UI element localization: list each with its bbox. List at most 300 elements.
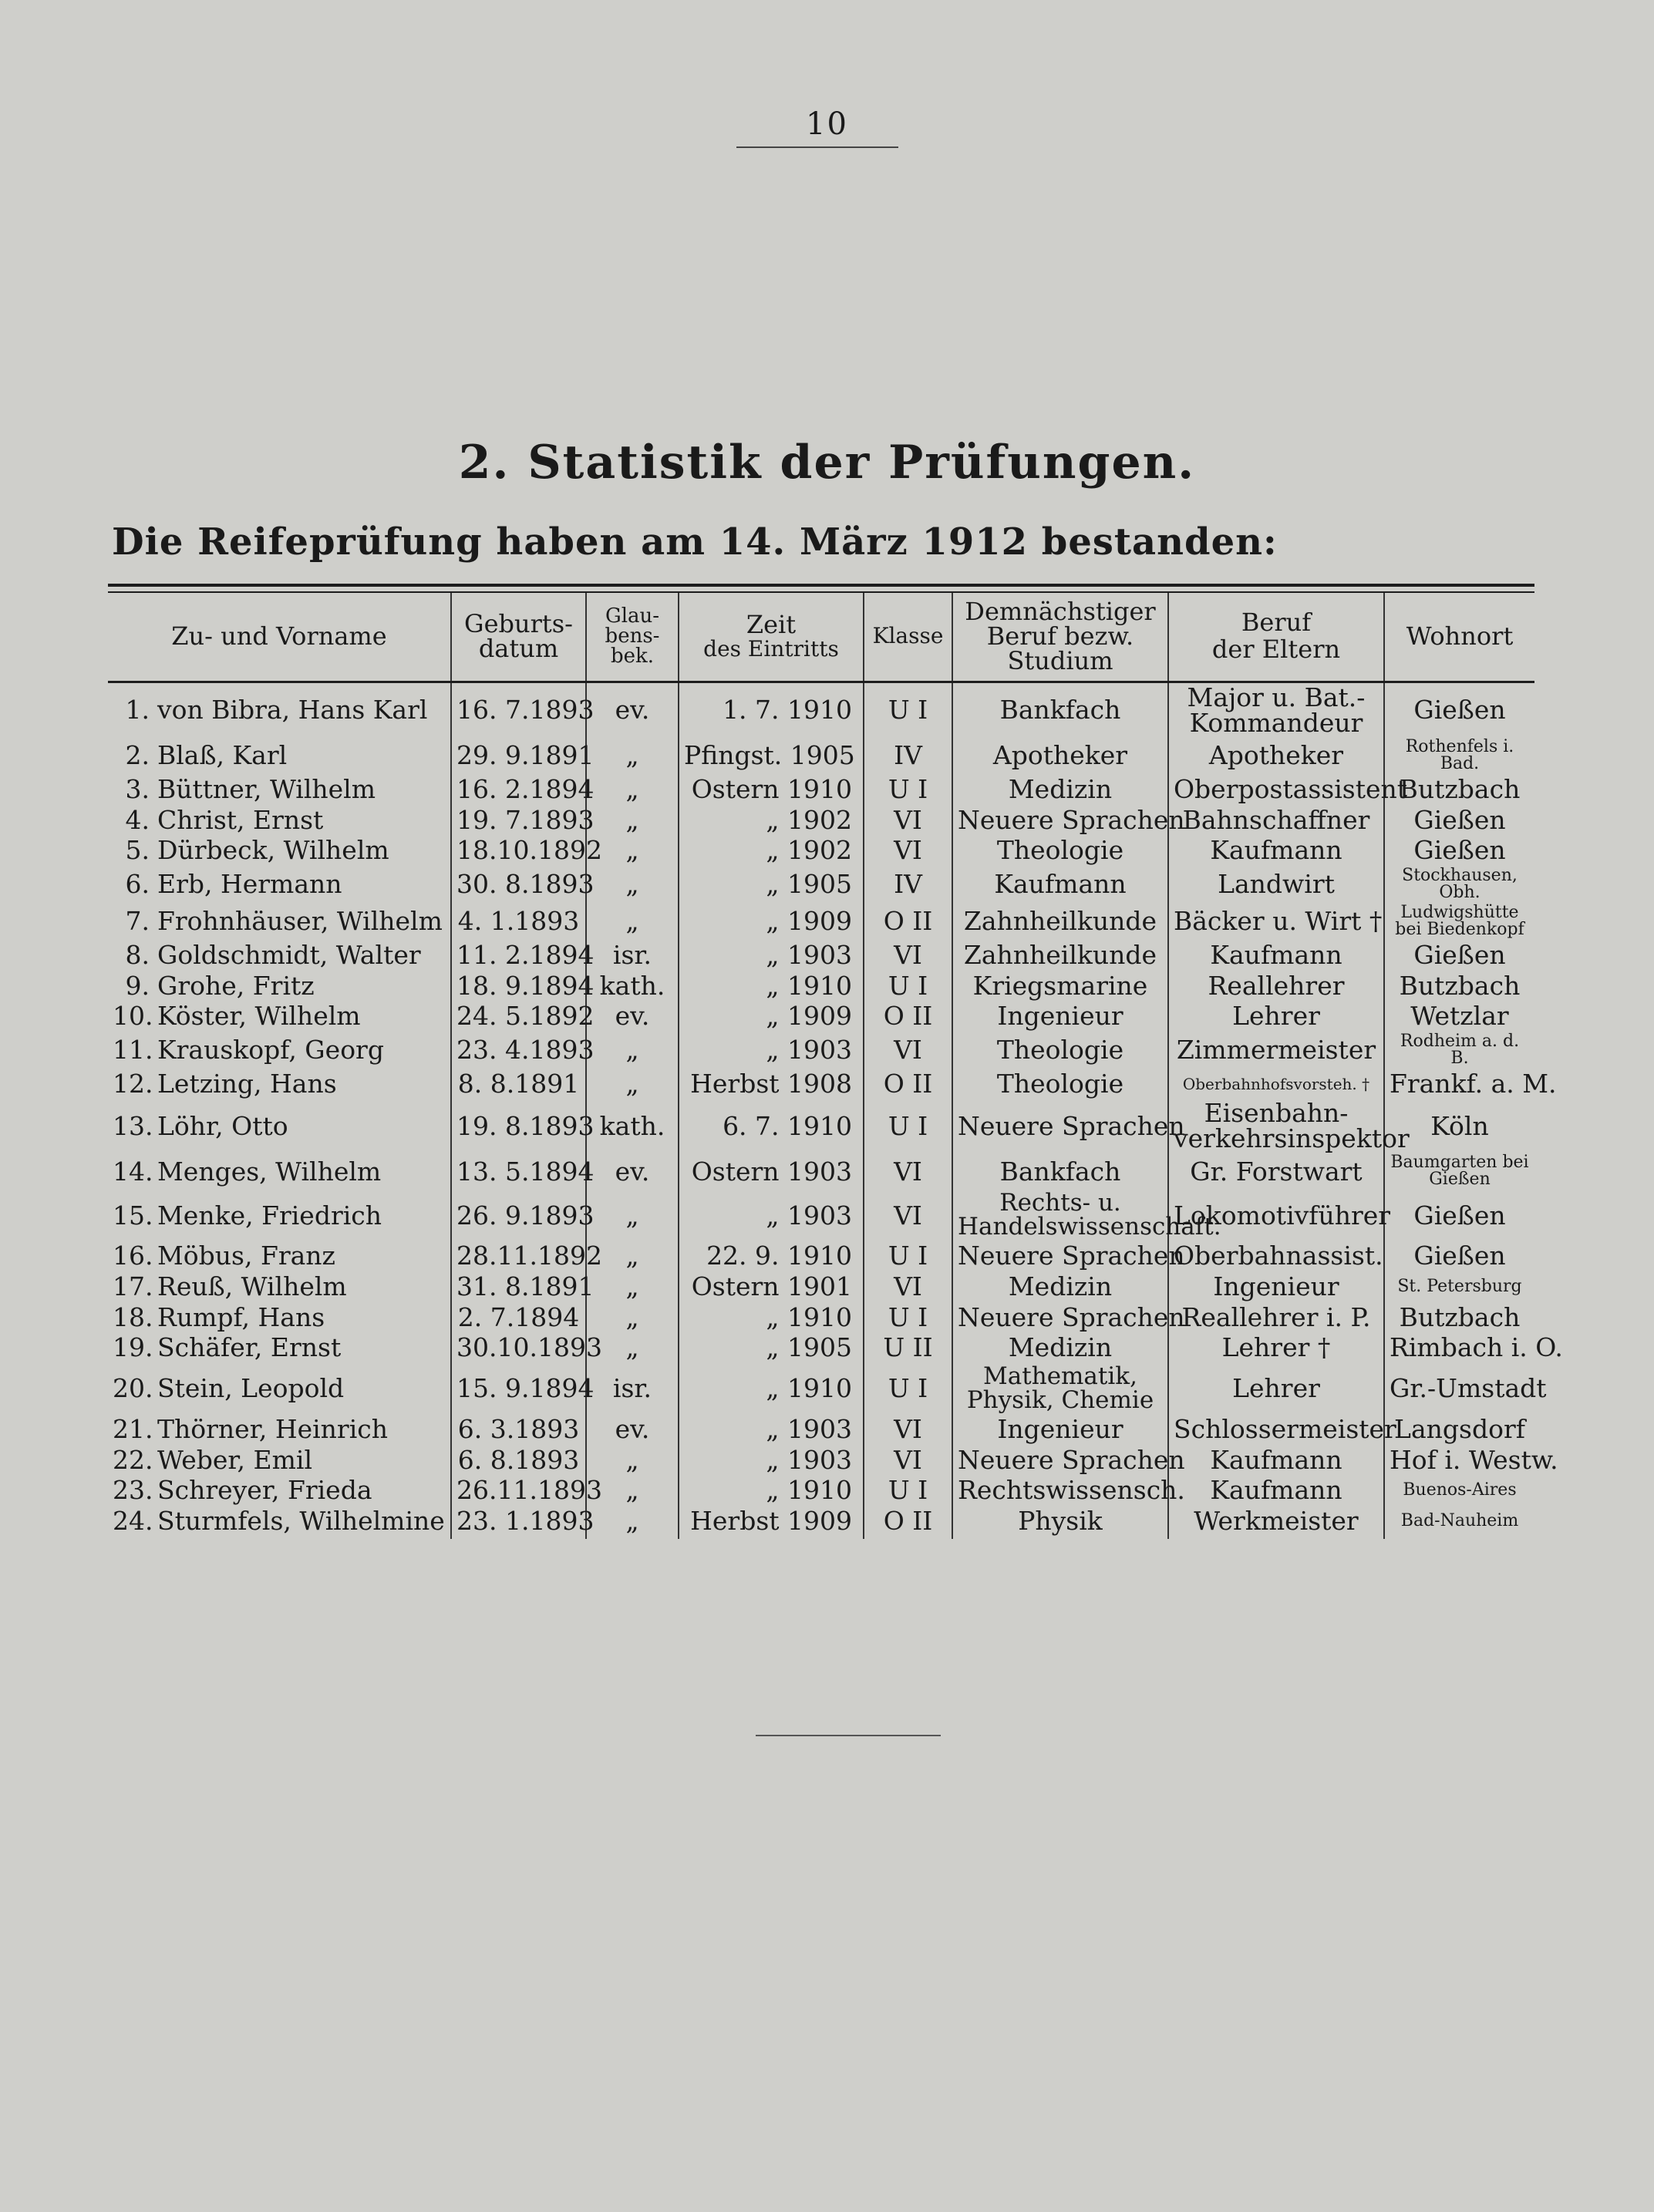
parent-residence-cell [1384, 1302, 1534, 1333]
entry-class: U I [888, 1475, 928, 1506]
birth-date-cell [451, 1032, 595, 1069]
parent-residence: Butzbach [1399, 774, 1521, 804]
header-parent-job [1168, 593, 1384, 682]
parent-occupation-cell [1168, 1302, 1384, 1333]
parent-residence: Stockhausen, Obh. [1402, 865, 1518, 902]
exam-table-wrapper [108, 584, 1563, 1539]
religion: „ [625, 906, 639, 937]
future-career: Medizin [1008, 1332, 1113, 1363]
entry-class: U I [888, 695, 928, 726]
footer-rule [756, 1735, 941, 1736]
birth-date-cell [451, 1190, 595, 1241]
parent-residence: Butzbach [1399, 1301, 1521, 1332]
student-name: Reuß, Wilhelm [157, 1271, 347, 1301]
future-career: Neuere Sprachen [958, 1301, 1185, 1332]
future-career: Kaufmann [994, 869, 1127, 900]
entry-time-cell [679, 1069, 864, 1099]
row-number: 6. [125, 869, 150, 900]
student-name: Goldschmidt, Walter [157, 939, 421, 970]
entry-time: Pfingst. 1905 [684, 740, 855, 771]
religion: „ [625, 1034, 639, 1065]
religion-cell [586, 682, 679, 738]
future-career: Theologie [996, 835, 1124, 866]
parent-occupation-cell [1168, 1332, 1384, 1363]
birth-date: 15. 9.1894 [456, 1373, 595, 1404]
future-career-cell [952, 1069, 1168, 1099]
entry-class-cell [864, 682, 952, 738]
parent-occupation: Werkmeister [1194, 1505, 1359, 1536]
entry-class-cell [864, 805, 952, 836]
table-row [108, 1032, 1534, 1069]
religion: „ [625, 804, 639, 835]
entry-class: VI [894, 939, 922, 970]
entry-class-cell [864, 737, 952, 774]
birth-date-cell [451, 970, 595, 1002]
parent-occupation: Reallehrer [1208, 970, 1345, 1001]
parent-residence-cell [1384, 805, 1534, 836]
parent-residence: Köln [1430, 1110, 1489, 1141]
future-career-cell [952, 1414, 1168, 1445]
table-row [108, 1001, 1534, 1032]
religion: ev. [615, 1001, 650, 1032]
future-career-cell [952, 1153, 1168, 1190]
entry-class: VI [894, 804, 922, 835]
parent-occupation: Eisenbahn-verkehrsinspektor [1174, 1098, 1410, 1154]
entry-class-cell [864, 1414, 952, 1445]
entry-time-cell [679, 737, 864, 774]
parent-residence: Gießen [1413, 939, 1506, 970]
parent-residence-cell [1384, 774, 1534, 805]
row-number: 17. [113, 1271, 153, 1301]
student-name-cell [108, 682, 451, 738]
entry-class: IV [894, 740, 922, 771]
parent-occupation: Lehrer [1232, 1001, 1320, 1032]
birth-date-cell [451, 903, 586, 940]
parent-residence: Gr.-Umstadt [1390, 1373, 1547, 1404]
parent-occupation: Zimmermeister [1176, 1034, 1376, 1065]
student-name-cell [108, 971, 451, 1002]
religion-cell [586, 774, 679, 805]
exam-table [108, 593, 1563, 1539]
parent-occupation-cell [1168, 805, 1384, 836]
parent-occupation-cell [1168, 1241, 1384, 1271]
parent-occupation-cell [1168, 1506, 1384, 1540]
future-career-cell [952, 682, 1168, 738]
parent-occupation-cell [1168, 1153, 1384, 1190]
parent-occupation-cell [1168, 1363, 1384, 1414]
entry-time-cell [679, 1032, 864, 1069]
parent-occupation-cell [1168, 774, 1408, 805]
parent-residence: Hof i. Westw. [1390, 1444, 1558, 1475]
student-name-cell [108, 903, 451, 940]
row-number: 1. [125, 695, 150, 726]
parent-occupation-cell [1168, 1001, 1384, 1032]
parent-residence: St. Petersburg [1397, 1276, 1522, 1296]
entry-time-cell [679, 1099, 864, 1153]
parent-occupation-cell [1168, 1271, 1384, 1302]
entry-time-cell [679, 682, 864, 738]
religion-cell [586, 1271, 679, 1302]
entry-time-cell [679, 1001, 864, 1032]
parent-residence: Butzbach [1399, 970, 1521, 1001]
entry-time: „ 1910 [766, 1475, 852, 1506]
student-name-cell [108, 1099, 451, 1153]
parent-residence-cell [1384, 1001, 1534, 1032]
religion-cell [586, 971, 679, 1002]
parent-occupation: Landwirt [1218, 869, 1335, 900]
parent-residence: Gießen [1413, 1200, 1506, 1231]
row-number: 19. [113, 1332, 153, 1363]
future-career-cell [952, 737, 1168, 774]
parent-residence: Rothenfels i. Bad. [1405, 737, 1514, 773]
entry-time: 6. 7. 1910 [723, 1110, 852, 1141]
table-row [108, 866, 1534, 903]
parent-occupation: Kaufmann [1210, 1475, 1342, 1506]
parent-occupation: Oberbahnassist. [1174, 1241, 1383, 1271]
student-name-cell [108, 1332, 451, 1363]
parent-occupation: Ingenieur [1213, 1271, 1339, 1301]
header-rule [736, 146, 898, 148]
birth-date-cell [451, 804, 595, 836]
parent-residence: Gießen [1413, 695, 1506, 726]
student-name: Schreyer, Frieda [157, 1475, 372, 1506]
parent-occupation-cell [1168, 971, 1384, 1002]
birth-date-cell [451, 1475, 602, 1506]
table-row [108, 1475, 1534, 1506]
entry-time: „ 1903 [766, 1444, 852, 1475]
entry-class-cell [864, 1001, 952, 1032]
entry-class: O II [883, 906, 933, 937]
birth-date-cell [451, 939, 595, 971]
religion: „ [625, 1444, 639, 1475]
birth-date: 30. 8.1893 [456, 869, 595, 900]
header-class: Klasse [864, 593, 952, 682]
parent-occupation: Lehrer [1232, 1373, 1320, 1404]
entry-class-cell [864, 1241, 952, 1271]
future-career-cell [952, 1506, 1168, 1540]
student-name-cell [108, 1241, 451, 1271]
table-row [108, 1099, 1534, 1153]
header-birth: Geburts-datum [451, 593, 586, 682]
table-row [108, 774, 1534, 805]
parent-residence: Rodheim a. d. B. [1400, 1031, 1520, 1068]
header-time-label: Zeit [746, 609, 797, 639]
student-name: Frohnhäuser, Wilhelm [157, 906, 443, 937]
entry-class-cell [864, 774, 952, 805]
religion-cell [586, 1153, 679, 1190]
future-career-cell [952, 971, 1168, 1002]
header-parents-label: der Eltern [1211, 635, 1341, 664]
religion-cell [586, 940, 679, 971]
table-row [108, 1445, 1534, 1476]
future-career: Mathematik, Physik, Chemie [966, 1362, 1154, 1414]
future-career: Theologie [996, 1034, 1124, 1065]
religion-cell [586, 805, 679, 836]
religion: „ [625, 869, 639, 900]
future-career: Bankfach [999, 695, 1121, 726]
entry-class: VI [894, 1444, 922, 1475]
entry-class-cell [864, 835, 952, 866]
student-name: Schäfer, Ernst [157, 1332, 342, 1363]
row-number: 14. [113, 1156, 153, 1187]
parent-residence-cell [1384, 682, 1534, 738]
entry-class-cell [864, 1475, 952, 1506]
student-name-cell [108, 1445, 451, 1476]
entry-class-cell [864, 1190, 952, 1241]
entry-time-cell [679, 1475, 864, 1506]
entry-class-cell [864, 866, 952, 903]
entry-class-cell [864, 1445, 952, 1476]
religion-cell [586, 1099, 679, 1153]
parent-occupation: Oberpostassistent [1174, 774, 1408, 804]
entry-class: U I [888, 970, 928, 1001]
student-name: Menges, Wilhelm [157, 1156, 382, 1187]
entry-time-cell [679, 835, 864, 866]
parent-residence-cell [1384, 1444, 1558, 1476]
religion-cell [586, 1032, 679, 1069]
birth-date-cell [451, 1445, 586, 1476]
entry-time: „ 1902 [766, 804, 852, 835]
table-top-rule [108, 584, 1534, 593]
future-career: Rechtswissensch. [958, 1475, 1185, 1506]
student-name: Büttner, Wilhelm [157, 774, 376, 804]
entry-class-cell [864, 1271, 952, 1302]
future-career: Physik [1018, 1505, 1103, 1536]
religion: „ [625, 1505, 639, 1536]
birth-date: 6. 3.1893 [457, 1413, 580, 1444]
religion: ev. [615, 1413, 650, 1444]
student-name-cell [108, 1032, 451, 1069]
future-career: Zahnheilkunde [963, 939, 1157, 970]
parent-residence-cell [1384, 1032, 1534, 1069]
religion-cell [586, 1190, 679, 1241]
entry-class-cell [864, 1099, 952, 1153]
student-name-cell [108, 1153, 451, 1190]
row-number: 11. [113, 1034, 153, 1065]
birth-date-cell [451, 1271, 595, 1302]
religion: „ [625, 1200, 639, 1231]
entry-time-cell [679, 1271, 864, 1302]
entry-class-cell [864, 903, 952, 940]
entry-class: VI [894, 1271, 922, 1301]
table-row [108, 1069, 1534, 1099]
entry-class-cell [864, 1069, 952, 1099]
entry-class: O II [883, 1505, 933, 1536]
entry-time: 1. 7. 1910 [723, 695, 852, 726]
parent-occupation: Major u. Bat.-Kommandeur [1187, 682, 1366, 738]
religion-cell [586, 903, 679, 940]
row-number: 15. [113, 1200, 153, 1231]
entry-class: U II [883, 1332, 933, 1363]
parent-residence-cell [1384, 940, 1534, 971]
parent-residence: Wetzlar [1410, 1001, 1509, 1032]
student-name: Grohe, Fritz [157, 970, 315, 1001]
birth-date-cell [451, 1505, 595, 1540]
parent-residence-cell [1384, 1506, 1534, 1540]
entry-time-cell [679, 1414, 864, 1445]
student-name: Rumpf, Hans [157, 1301, 325, 1332]
table-row [108, 903, 1534, 940]
future-career-cell [952, 1032, 1168, 1069]
birth-date: 4. 1.1893 [457, 906, 580, 937]
entry-time-cell [679, 866, 864, 903]
future-career-cell [952, 1475, 1185, 1506]
parent-residence: Baumgarten bei Gießen [1390, 1153, 1529, 1190]
parent-occupation: Reallehrer i. P. [1181, 1301, 1371, 1332]
student-name: Weber, Emil [157, 1444, 313, 1475]
parent-residence: Buenos-Aires [1403, 1480, 1517, 1500]
table-row [108, 1271, 1534, 1302]
section-title: 2. Statistik der Prüfungen. [458, 436, 1196, 490]
future-career: Zahnheilkunde [963, 906, 1157, 937]
religion: „ [625, 740, 639, 771]
entry-time: „ 1903 [766, 939, 852, 970]
header-residence: Wohnort [1384, 593, 1534, 682]
entry-time: Herbst 1909 [690, 1505, 852, 1536]
future-career: Neuere Sprachen [958, 1110, 1185, 1141]
religion-cell [586, 737, 679, 774]
parent-occupation-cell [1168, 1475, 1384, 1506]
entry-time-cell [679, 1241, 864, 1271]
student-name-cell [108, 774, 451, 805]
parent-residence: Ludwigshütte bei Biedenkopf [1395, 902, 1524, 939]
entry-class: U I [888, 1301, 928, 1332]
student-name: Krauskopf, Georg [157, 1034, 384, 1065]
birth-date-cell [451, 1332, 602, 1363]
student-name: Löhr, Otto [157, 1110, 288, 1141]
religion-cell [586, 866, 679, 903]
birth-date: 6. 8.1893 [457, 1444, 580, 1475]
future-career: Neuere Sprachen [958, 1444, 1185, 1475]
parent-residence-cell [1384, 1363, 1547, 1414]
entry-time-cell [679, 903, 864, 940]
entry-time: „ 1910 [766, 1301, 852, 1332]
parent-occupation-cell [1168, 940, 1384, 971]
parent-residence-cell [1384, 1271, 1534, 1302]
header-career: Demnächstiger Beruf bezw. Studium [952, 593, 1168, 682]
birth-date-cell [451, 1099, 595, 1153]
row-number: 12. [113, 1068, 153, 1099]
future-career: Kriegsmarine [972, 970, 1148, 1001]
student-name-cell [108, 1271, 451, 1302]
parent-residence-cell [1384, 1241, 1534, 1271]
religion: ev. [615, 695, 650, 726]
future-career-cell [952, 804, 1185, 836]
table-row [108, 737, 1534, 774]
birth-date: 2. 7.1894 [457, 1301, 580, 1332]
row-number: 8. [125, 939, 150, 970]
entry-time: „ 1910 [766, 970, 852, 1001]
religion: „ [625, 1332, 639, 1363]
student-name-cell [108, 1190, 451, 1241]
parent-residence: Gießen [1413, 835, 1506, 866]
birth-date: 23. 4.1893 [456, 1034, 595, 1065]
birth-date-cell [451, 835, 602, 866]
entry-time: Ostern 1910 [691, 774, 852, 804]
header-religion: Glau-bens-bek. [586, 593, 679, 682]
religion-cell [586, 1302, 679, 1333]
birth-date: 28.11.1892 [456, 1241, 602, 1271]
future-career-cell [952, 1363, 1168, 1414]
student-name-cell [108, 866, 451, 903]
entry-time-cell [679, 1190, 864, 1241]
intro-line: Die Reifeprüfung haben am 14. März 1912 bestanden: [112, 520, 1278, 564]
parent-occupation: Kaufmann [1210, 939, 1342, 970]
future-career-cell [952, 774, 1168, 805]
entry-class-cell [864, 940, 952, 971]
entry-time-cell [679, 1506, 864, 1540]
future-career: Medizin [1008, 1271, 1113, 1301]
religion-cell [586, 1506, 679, 1540]
student-name-cell [108, 835, 451, 866]
birth-date: 29. 9.1891 [456, 740, 595, 771]
birth-date: 19. 7.1893 [456, 804, 595, 835]
header-entry-label: des Eintritts [703, 636, 839, 662]
entry-time-cell [679, 1332, 864, 1363]
religion: „ [625, 835, 639, 866]
future-career-cell [952, 903, 1168, 940]
future-career-cell [952, 1301, 1185, 1333]
row-number: 16. [113, 1241, 153, 1271]
future-career-cell [952, 1332, 1168, 1363]
religion: „ [625, 1301, 639, 1332]
entry-time-cell [679, 1153, 864, 1190]
student-name: Blaß, Karl [157, 740, 288, 771]
birth-date: 11. 2.1894 [456, 939, 595, 970]
birth-date-cell [451, 1414, 586, 1445]
student-name: Thörner, Heinrich [157, 1413, 388, 1444]
student-name-cell [108, 805, 451, 836]
table-row [108, 1190, 1534, 1241]
student-name: Sturmfels, Wilhelmine [157, 1505, 445, 1536]
entry-time-cell [679, 805, 864, 836]
parent-occupation: Kaufmann [1210, 835, 1342, 866]
birth-date-cell [451, 737, 595, 774]
row-number: 21. [113, 1413, 153, 1444]
birth-date: 23. 1.1893 [456, 1505, 595, 1536]
entry-time: „ 1902 [766, 835, 852, 866]
birth-date-cell [451, 1153, 595, 1190]
parent-residence-cell [1384, 835, 1534, 866]
birth-date: 8. 8.1891 [457, 1068, 580, 1099]
future-career: Neuere Sprachen [958, 1241, 1185, 1271]
future-career: Bankfach [999, 1156, 1121, 1187]
entry-time: „ 1905 [766, 869, 852, 900]
birth-date-cell [451, 1302, 586, 1333]
parent-occupation-cell [1168, 903, 1384, 940]
entry-class: O II [883, 1068, 933, 1099]
religion: „ [625, 1241, 639, 1271]
header-time [679, 593, 864, 682]
entry-class-cell [864, 1302, 952, 1333]
birth-date-cell [451, 1363, 595, 1414]
parent-occupation-cell [1168, 737, 1384, 774]
religion: „ [625, 1475, 639, 1506]
entry-class: VI [894, 1034, 922, 1065]
future-career-cell [952, 866, 1168, 903]
student-name: Letzing, Hans [157, 1068, 337, 1099]
student-name-cell [108, 1001, 451, 1032]
parent-occupation: Apotheker [1208, 740, 1344, 771]
student-name: Dürbeck, Wilhelm [157, 835, 389, 866]
entry-class: U I [888, 1110, 928, 1141]
religion-cell [586, 1414, 679, 1445]
parent-occupation: Bahnschaffner [1182, 804, 1370, 835]
parent-occupation-cell [1168, 1413, 1396, 1445]
table-row [108, 1332, 1534, 1363]
future-career: Rechts- u. Handelswissenschaft. [958, 1189, 1221, 1241]
birth-date: 19. 8.1893 [456, 1110, 595, 1141]
